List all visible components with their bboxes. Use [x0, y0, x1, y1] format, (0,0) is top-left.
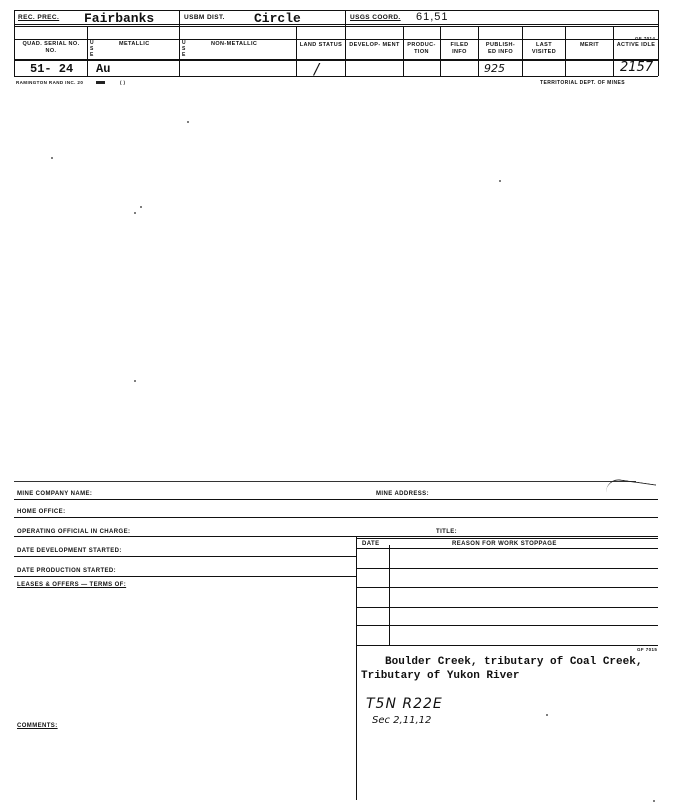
usgs-coord-label: USGS COORD.	[350, 14, 401, 21]
record-metallic: Au	[96, 62, 111, 76]
printer-code: ( )	[120, 80, 126, 85]
fold-curl	[606, 477, 656, 499]
printer-label: RAMINGTON RAND INC. 20	[16, 80, 84, 85]
col-metallic: METALLIC	[119, 41, 150, 47]
col-development: DEVELOP- MENT	[349, 42, 400, 48]
col-land-status: LAND STATUS	[299, 42, 343, 48]
rec-prec-label: REC. PREC.	[18, 14, 60, 21]
usgs-coord-value: 61,51	[416, 11, 449, 23]
date-column-label: DATE	[362, 541, 380, 547]
operating-official-label: OPERATING OFFICIAL IN CHARGE:	[17, 529, 131, 535]
reason-stoppage-label: REASON FOR WORK STOPPAGE	[452, 541, 557, 547]
territorial-label: TERRITORIAL DEPT. OF MINES	[540, 80, 625, 86]
col-active-idle: ACTIVE IDLE	[616, 42, 656, 48]
col-published-info: PUBLISH- ED INFO	[485, 42, 516, 55]
usbm-dist-value: Circle	[254, 11, 301, 26]
col-production: PRODUC- TION	[407, 42, 436, 55]
col-use-nonmetallic: U S E	[182, 40, 187, 58]
printer-mark	[96, 81, 105, 84]
hand-township: T5N R22E	[366, 696, 443, 712]
date-development-label: DATE DEVELOPMENT STARTED:	[17, 548, 122, 554]
col-non-metallic: NON-METALLIC	[211, 41, 258, 47]
record-quad-serial: 51- 24	[30, 62, 74, 76]
mine-address-label: MINE ADDRESS:	[376, 491, 429, 497]
title-label: TITLE:	[436, 529, 458, 535]
form-number-top: GF 7014	[635, 36, 656, 41]
typed-location-line1: Boulder Creek, tributary of Coal Creek,	[385, 656, 643, 668]
col-quad-serial: QUAD. SERIAL NO. NO.	[22, 41, 80, 54]
record-active-idle: 2157	[620, 60, 654, 75]
date-production-label: DATE PRODUCTION STARTED:	[17, 568, 117, 574]
col-filed-info: FILED INFO	[450, 42, 469, 55]
record-published-info: 925	[484, 62, 505, 75]
col-use-metallic: U S E	[90, 40, 95, 58]
leases-label: LEASES & OFFERS — TERMS OF:	[17, 582, 127, 588]
usbm-dist-label: USBM DIST.	[184, 14, 225, 21]
record-land-status: /	[314, 60, 320, 78]
col-merit: MERIT	[579, 42, 600, 48]
col-last-visited: LAST VISITED	[531, 42, 557, 55]
mine-company-label: MINE COMPANY NAME:	[17, 491, 93, 497]
form-number-bottom: GF 7015	[637, 647, 658, 652]
home-office-label: HOME OFFICE:	[17, 509, 66, 515]
typed-location-line2: Tributary of Yukon River	[361, 670, 520, 682]
comments-label: COMMENTS:	[17, 723, 58, 729]
hand-section: Sec 2,11,12	[372, 715, 432, 726]
rec-prec-value: Fairbanks	[84, 11, 155, 26]
